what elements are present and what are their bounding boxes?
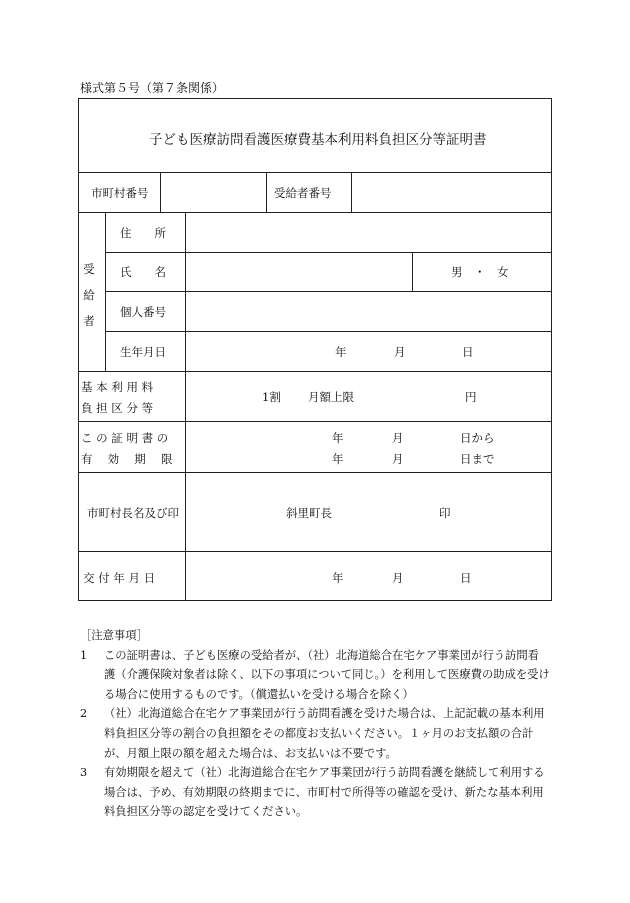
form-number: 様式第５号（第７条関係） [80,81,225,95]
divider [78,472,552,473]
notes-section [80,626,550,822]
note-number: 3 [80,766,88,780]
fee-label-line1: 基 本 利 用 料 [81,380,154,394]
fee-rate: 1割 [262,390,281,404]
validity-to-year: 年 [332,452,344,466]
birth-year: 年 [335,345,347,359]
divider [78,172,552,173]
note-item [80,763,550,822]
mayor-name: 斜里町長 [286,506,332,520]
note-number: 2 [80,707,88,721]
divider [266,172,267,212]
validity-label-line1: こ の 証 明 書 の [81,431,169,445]
validity-to-day: 日まで [460,452,495,466]
note-text: 有効期限を超えて（社）北海道総合在宅ケア事業団が行う訪問看護を継続して利用する場合は、予め、有効期限の終期までに、市町村で所得等の確認を受け、新たな基本利用料負担区分等の認定を受けてください。 [104,766,545,819]
name-label: 氏 名 [120,265,166,279]
note-text: この証明書は、子ども医療の受給者が、（社）北海道総合在宅ケア事業団が行う訪問看護（介護保険対象者は除く、以下の事項について同じ。）を利用して医療費の助成を受ける場合に使用するものです。（償還払いを受ける場合を除く） [104,648,550,701]
note-text: （社）北海道総合在宅ケア事業団が行う訪問看護を受けた場合は、上記記載の基本利用料負担区分等の割合の負担額をその都度お支払いください。１ヶ月のお支払額の合計が、月額上限の額を超えた場合は、お支払いは不要です。 [104,707,545,760]
fee-yen: 円 [465,390,477,404]
seal-mark: 印 [439,506,451,520]
divider [105,291,552,292]
birthdate-label: 生年月日 [120,345,166,359]
divider [105,252,552,253]
fee-label-line2: 負 担 区 分 等 [81,401,154,415]
recipient-group-label: 受 給 者 [83,262,95,328]
document-title: 子ども医療訪問看護医療費基本利用料負担区分等証明書 [149,132,487,148]
divider [105,212,106,371]
personal-number-label: 個人番号 [120,305,166,319]
divider [160,172,161,212]
issue-date-label: 交 付 年 月 日 [83,571,156,585]
note-item [80,646,550,705]
validity-from-day: 日から [460,431,495,445]
birth-day: 日 [462,345,474,359]
divider [185,212,186,601]
divider [105,331,552,332]
issue-month: 月 [392,571,404,585]
divider [78,371,552,372]
address-label: 住 所 [120,226,166,240]
note-number: 1 [80,648,88,662]
birth-month: 月 [394,345,406,359]
municipality-number-label: 市町村番号 [91,186,149,200]
divider [78,551,552,552]
divider [412,252,413,291]
validity-from-month: 月 [392,431,404,445]
validity-label-line2: 有 効 期 限 [81,452,173,466]
notes-heading: ［注意事項］ [80,629,148,642]
sex-options: 男 ・ 女 [451,265,509,279]
fee-monthly-limit: 月額上限 [308,390,354,404]
divider [78,212,552,213]
divider [351,172,352,212]
mayor-label: 市町村長名及び印 [87,506,179,520]
recipient-number-label: 受給者番号 [274,186,332,200]
note-item [80,704,550,763]
issue-day: 日 [460,571,472,585]
validity-from-year: 年 [332,431,344,445]
validity-to-month: 月 [392,452,404,466]
issue-year: 年 [332,571,344,585]
divider [78,421,552,422]
